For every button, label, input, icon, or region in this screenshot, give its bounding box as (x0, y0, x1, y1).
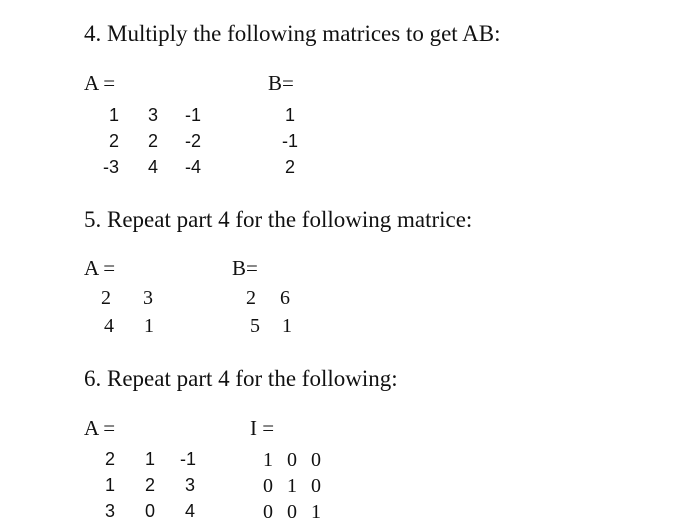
q6-a-cell: 4 (184, 501, 195, 521)
q5-b-cell: 5 (250, 315, 260, 337)
q5-a-cell: 3 (143, 287, 153, 309)
q5-a-cell: 2 (101, 287, 111, 309)
question-4-title: 4. Multiply the following matrices to get AB: (84, 21, 501, 46)
q5-a-cell: 4 (104, 315, 114, 337)
q6-i-cell: 0 (311, 449, 321, 471)
q6-matrix-i-label: I = (250, 416, 275, 440)
q6-a-cell: 3 (184, 475, 195, 495)
q6-a-cell: 1 (104, 475, 115, 495)
q4-a-cell: 1 (108, 105, 119, 125)
q6-i-cell: 0 (311, 475, 321, 497)
q4-a-cell: 3 (147, 105, 158, 125)
q6-a-cell: 2 (104, 449, 115, 469)
q4-matrix-b-label: B= (268, 71, 294, 95)
q6-i-cell: 0 (287, 501, 297, 523)
q6-a-cell: 0 (144, 501, 155, 521)
q5-a-cell: 1 (144, 315, 154, 337)
q6-i-cell: 0 (263, 475, 273, 497)
q6-i-cell: 1 (287, 475, 297, 497)
question-5-title: 5. Repeat part 4 for the following matrice: (84, 207, 473, 232)
question-6-title: 6. Repeat part 4 for the following: (84, 366, 398, 391)
q4-matrix-a-label: A = (84, 71, 116, 95)
q4-a-cell: -4 (184, 157, 201, 177)
q5-matrix-b-label: B= (232, 256, 258, 280)
q6-i-cell: 1 (311, 501, 321, 523)
q4-a-cell: 2 (147, 131, 158, 151)
q5-matrix-a-label: A = (84, 256, 116, 280)
q4-a-cell: -2 (184, 131, 201, 151)
q6-a-cell: -1 (179, 449, 196, 469)
q6-a-cell: 2 (144, 475, 155, 495)
q5-b-cell: 6 (280, 287, 290, 309)
q4-a-cell: 2 (108, 131, 119, 151)
q4-a-cell: -3 (102, 157, 119, 177)
q4-b-cell: 1 (284, 105, 295, 125)
q6-i-cell: 0 (263, 501, 273, 523)
q6-i-cell: 0 (287, 449, 297, 471)
q6-matrix-a-label: A = (84, 416, 116, 440)
q5-b-cell: 1 (282, 315, 292, 337)
q6-i-cell: 1 (263, 449, 273, 471)
q5-b-cell: 2 (246, 287, 256, 309)
q4-b-cell: -1 (281, 131, 298, 151)
q4-a-cell: 4 (147, 157, 158, 177)
q6-a-cell: 3 (104, 501, 115, 521)
q4-b-cell: 2 (284, 157, 295, 177)
q6-a-cell: 1 (144, 449, 155, 469)
q4-a-cell: -1 (184, 105, 201, 125)
